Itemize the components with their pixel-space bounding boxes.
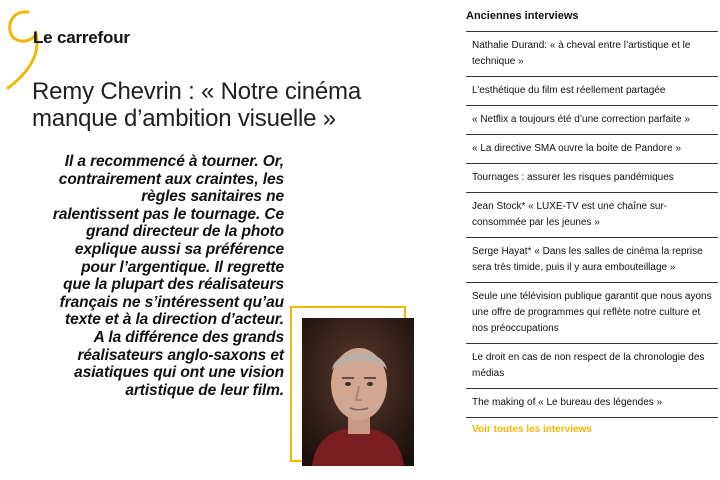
interview-link[interactable]: Nathalie Durand: « à cheval entre l’artistique et le technique » <box>466 32 718 77</box>
interviews-list <box>466 31 718 418</box>
section-label: Le carrefour <box>33 28 130 47</box>
interviews-sidebar <box>466 10 718 435</box>
interview-link[interactable]: Serge Hayat* « Dans les salles de cinéma la reprise sera très timide, puis il y aura embouteillage » <box>466 238 718 283</box>
interview-link[interactable]: « Netflix a toujours été d’une correction parfaite » <box>466 106 718 135</box>
article-headline: Remy Chevrin : « Notre cinéma manque d’ambition visuelle » <box>32 78 361 132</box>
article-lede: Il a recommencé à tourner. Or, contrairement aux craintes, les règles sanitaires ne ralentissent pas le tournage. Ce grand directeur de la photo explique aussi sa préférence pour l’argentique. Il regrette que la plupart des réalisateurs français ne s’intéressent qu’au texte et à la direction d’acteur. A la différence des grands réalisateurs anglo-saxons et asiatiques qui ont une vision artistique de leur film. <box>52 153 284 399</box>
interview-link[interactable]: L’esthétique du film est réellement partagée <box>466 77 718 106</box>
interview-link[interactable]: « La directive SMA ouvre la boite de Pandore » <box>466 135 718 164</box>
interview-link[interactable]: The making of « Le bureau des légendes » <box>466 389 718 418</box>
interview-link[interactable]: Seule une télévision publique garantit que nous ayons une offre de programmes qui reflète notre culture et nos préoccupations <box>466 283 718 344</box>
portrait-photo <box>302 318 414 466</box>
sidebar-title: Anciennes interviews <box>466 10 579 22</box>
see-all-interviews-link[interactable]: Voir toutes les interviews <box>472 424 592 435</box>
interview-link[interactable]: Jean Stock* « LUXE-TV est une chaîne sur-consommée par les jeunes » <box>466 193 718 238</box>
interview-link[interactable]: Tournages : assurer les risques pandémiques <box>466 164 718 193</box>
interview-link[interactable]: Le droit en cas de non respect de la chronologie des médias <box>466 344 718 389</box>
